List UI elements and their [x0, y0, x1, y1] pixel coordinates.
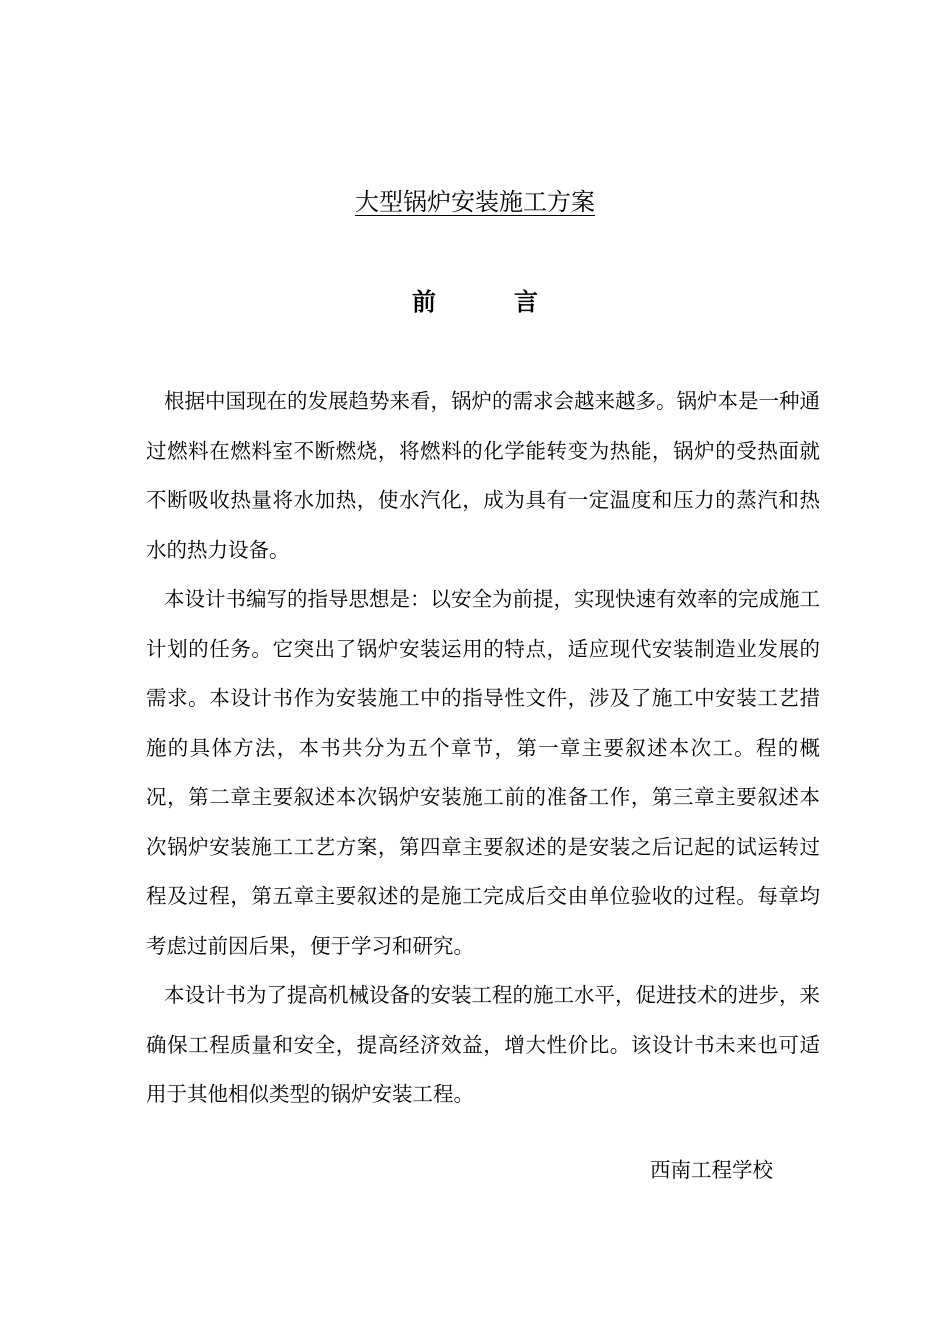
preface-body: [146, 377, 820, 1120]
paragraph-2: 本设计书编写的指导思想是：以安全为前提，实现快速有效率的完成施工计划的任务。它突出了锅炉安装运用的特点，适应现代安装制造业发展的需求。本设计书作为安装施工中的指导性文件，涉及了施工中安装工艺措施的具体方法，本书共分为五个章节，第一章主要叙述本次工。程的概况，第二章主要叙述本次锅炉安装施工前的准备工作，第三章主要叙述本次锅炉安装施工工艺方案，第四章主要叙述的是安装之后记起的试运转过程及过程，第五章主要叙述的是施工完成后交由单位验收的过程。每章均考虑过前因后果，便于学习和研究。: [146, 587, 820, 958]
preface-heading: [0, 284, 950, 320]
document-title: [0, 184, 950, 220]
document-title-text: 大型锅炉安装施工方案: [355, 188, 595, 216]
preface-heading-char-1: 前: [412, 288, 436, 316]
signature: 西南工程学校: [650, 1158, 773, 1182]
paragraph-1: 根据中国现在的发展趋势来看，锅炉的需求会越来越多。锅炉本是一种通过燃料在燃料室不断燃烧，将燃料的化学能转变为热能，锅炉的受热面就不断吸收热量将水加热，使水汽化，成为具有一定温度和压力的蒸汽和热水的热力设备。: [146, 389, 820, 562]
preface-heading-char-2: 言: [514, 288, 538, 316]
paragraph-3: 本设计书为了提高机械设备的安装工程的施工水平，促进技术的进步，来确保工程质量和安全，提高经济效益，增大性价比。该设计书未来也可适用于其他相似类型的锅炉安装工程。: [146, 983, 820, 1106]
